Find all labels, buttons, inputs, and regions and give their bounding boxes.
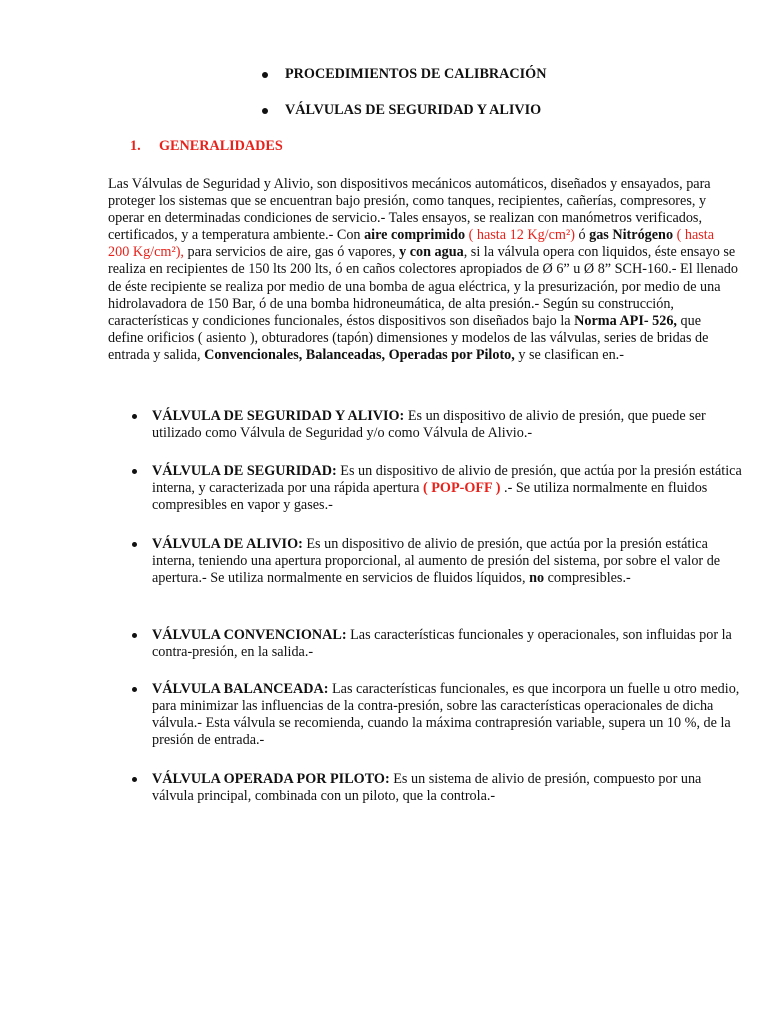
list-item-red-popoff: ( POP-OFF ) [422,480,501,497]
intro-text: para servicios de aire, gas ó vapores, [183,244,400,261]
intro-text: que define orificios ( asiento ), obturadores (tapón) dimensiones y modelos de las válvulas, series de bridas de entrada y salida, [108,312,709,363]
title-text: PROCEDIMIENTOS DE CALIBRACIÓN [285,66,547,82]
title-procedimientos [262,66,546,83]
bullet-dot [130,536,152,587]
intro-bold-agua: y con agua [399,244,464,261]
intro-bold-tipos: Convencionales, Balanceadas, Operadas por Piloto, [204,346,515,363]
list-item-term: VÁLVULA DE ALIVIO: [152,536,303,552]
list-item-text: Es un sistema de alivio de presión, compuesto por una válvula principal, combinada con un piloto, que la controla.- [152,771,702,805]
section-title: GENERALIDADES [159,138,283,154]
list-item-text: Es un dispositivo de alivio de presión, que actúa por la presión estática interna, y caracterizada por una rápida apertura [152,463,742,497]
intro-bold-nitrogeno: gas Nitrógeno [589,227,674,244]
bullet-dot [262,108,268,114]
list-item-term: VÁLVULA OPERADA POR PILOTO: [152,771,390,787]
intro-text: Las Válvulas de Seguridad y Alivio, son dispositivos mecánicos automáticos, diseñados y ensayados, para proteger los sistemas que se encuentran bajo presión, como tanques, recipientes, cañerías, compresores, y operar en determinadas condiciones de servicio.- Tales ensayos, se realizan con manómetros verificados, certificados, y a temperatura ambiente.- Con [108,176,711,244]
intro-text: ó [574,227,590,244]
section-heading [130,138,283,155]
list-item-text: compresibles.- [544,570,631,587]
intro-paragraph [108,176,738,364]
title-text: VÁLVULAS DE SEGURIDAD Y ALIVIO [285,102,542,118]
list-item-text: Las características funcionales y operacionales, son influidas por la contra-presión, en la salida.- [152,627,732,661]
list-item-seguridad [130,463,742,514]
list-item-text: Es un dispositivo de alivio de presión, que puede ser utilizado como Válvula de Seguridad y/o como Válvula de Alivio.- [152,408,706,442]
list-item-text: Las características funcionales, es que incorpora un fuelle u otro medio, para minimizar las influencias de la contra-presión, sobre las características operacionales de dicha válvula.- Esta válvula se recomienda, cuando la máxima contrapresión variable, supera un 10 %, de la presión de entrada.- [152,681,740,749]
list-item-term: VÁLVULA BALANCEADA: [152,681,329,697]
bullet-dot [130,627,152,661]
intro-text: , si la válvula opera con liquidos, éste ensayo se realiza en recipientes de 150 lts 200 lts, ó en caños colectores apropiados de Ø 6” u Ø 8” SCH-160.- El llenado de éste recipiente se realiza por medio de una bomba de agua eléctrica, y la presurización, por medio de una hidrolavadora de 150 Bar, ó de una bomba hidroneumática, de alta presión.- Según su construcción, características y condiciones funcionales, éstos dispositivos son diseñados bajo la [108,244,738,329]
intro-text: y se clasifican en.- [514,346,624,363]
list-item-piloto [130,771,742,805]
bullet-dot [130,463,152,514]
intro-red-aire-pressure: ( hasta 12 Kg/cm²) [465,227,575,244]
list-item-text: .- Se utiliza normalmente en fluidos compresibles en vapor y gases.- [152,480,708,514]
bullet-dot [130,408,152,442]
intro-bold-norma: Norma API- 526, [574,312,677,329]
title-valvulas [262,102,541,119]
list-item-text: Es un dispositivo de alivio de presión, que actúa por la presión estática interna, teniendo una apertura proporcional, al aumento de presión del sistema, por sobre el valor de apertura.- Se utiliza normalmente en servicios de fluidos líquidos, [152,536,721,587]
list-item-bold-no: no [529,570,545,587]
section-number: 1. [130,138,141,154]
list-item-term: VÁLVULA CONVENCIONAL: [152,627,347,643]
list-item-term: VÁLVULA DE SEGURIDAD: [152,463,337,479]
bullet-dot [130,771,152,805]
list-item-convencional [130,627,742,661]
bullet-dot [130,681,152,749]
list-item-seguridad-alivio [130,408,742,442]
list-item-alivio [130,536,742,587]
intro-bold-aire: aire comprimido [364,227,466,244]
intro-red-nitrogeno-pressure: ( hasta 200 Kg/cm²), [108,227,715,261]
list-item-balanceada [130,681,742,749]
list-item-term: VÁLVULA DE SEGURIDAD Y ALIVIO: [152,408,405,424]
bullet-dot [262,72,268,78]
